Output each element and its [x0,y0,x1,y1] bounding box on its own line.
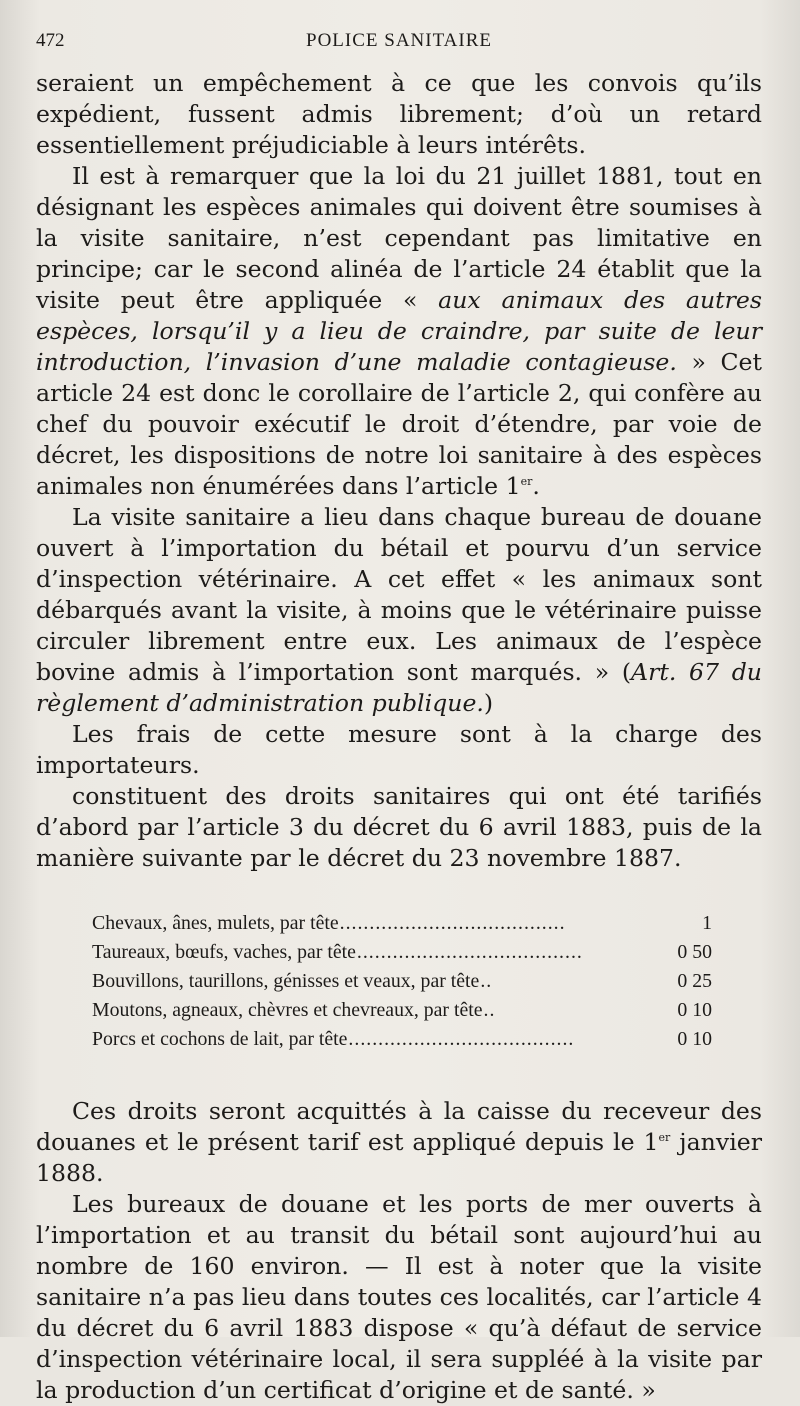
law-paragraph-opening: Il est à remarquer que la loi du 21 juillet 1881, tout en désignant les espèces animales qui doivent être soumises à la visite sanitaire, n’est cependant pas limitative en principe; car le second alinéa de l’article 24 établit que la visite peut être appliquée « [36,162,762,314]
inspection-paragraph [36,502,762,719]
tariff-value: 0 50 [677,941,712,963]
running-head [36,30,762,60]
tariff-item-cattle [92,938,632,967]
tariff-item-horses [92,909,632,938]
tariff-label: Bouvillons, taurillons, génisses et veaux, par tête [92,970,480,992]
tariff-item-sheep-goats [92,996,632,1025]
dot-leaders: .. [480,970,493,992]
customs-offices-paragraph: Les bureaux de douane et les ports de mer ouverts à l’importation et au transit du bétail sont aujourd’hui au nombre de 160 environ. — Il est à noter que la visite sanitaire n’a pas lieu dans toutes ces localités, car l’article 4 du décret du 6 avril 1883 dispose « qu’à défaut de service d’inspection vétérinaire local, il sera suppléé à la visite par la production d’un certificat d’origine et de santé. » [36,1190,762,1404]
page-number: 472 [36,30,65,51]
tariff-value: 0 10 [677,999,712,1021]
article-superscript: er [520,475,533,488]
tariff-row-cattle [92,938,712,967]
duties-paragraph: constituent des droits sanitaires qui ont été tarifiés d’abord par l’article 3 du décret du 6 avril 1883, puis de la manière suivante par le décret du 23 novembre 1887. [36,782,762,872]
tariff-value: 1 [702,912,712,934]
payment-paragraph-text: Ces droits seront acquittés à la caisse du receveur des douanes et le présent tarif est appliqué depuis le 1 [36,1097,762,1156]
dot-leaders: ...................................... [339,912,566,934]
dot-leaders: .. [483,999,496,1021]
payment-paragraph [36,1096,762,1189]
tariff-label: Moutons, agneaux, chèvres et chevreaux, par tête [92,999,483,1021]
tariff-row-young-cattle [92,967,712,996]
running-title: POLICE SANITAIRE [306,30,492,51]
tariff-label: Porcs et cochons de lait, par tête [92,1028,348,1050]
continued-paragraph: seraient un empêchement à ce que les convois qu’ils expédient, fussent admis librement; d’où un retard essentiellement préjudiciable à leurs intérêts. [36,69,762,159]
inspection-paragraph-text: La visite sanitaire a lieu dans chaque bureau de douane ouvert à l’importation du bétail et pourvu d’un service d’inspection vétérinaire. A cet effet « les animaux sont débarqués avant la visite, à moins que le vétérinaire puisse circuler librement entre eux. Les animaux de l’espèce bovine admis à l’importation sont marqués. » ( [36,503,762,686]
tariff-row-horses [92,909,712,938]
tariff-row-pigs [92,1025,712,1054]
payment-paragraph-date: janvier 1888. [36,1128,762,1187]
fees-paragraph: Les frais de cette mesure sont à la charge des importateurs. [36,720,762,779]
closing-parenthesis: ) [483,689,494,717]
tariff-label: Taureaux, bœufs, vaches, par tête [92,941,356,963]
tariff-value: 0 10 [677,1028,712,1050]
tariff-value: 0 25 [677,970,712,992]
dot-leaders: ...................................... [356,941,583,963]
page-body [36,68,762,1406]
law-paragraph [36,161,762,502]
law-paragraph-continuation: » Cet article 24 est donc le corollaire de l’article 2, qui confère au chef du pouvoir exécutif le droit d’étendre, par voie de décret, les dispositions de notre loi sanitaire à des espèces animales non énumérées dans l’article 1 [36,348,762,500]
tariff-item-pigs [92,1025,632,1054]
regulation-reference: Art. 67 du règlement d’administration publique. [36,658,763,717]
dot-leaders: ...................................... [348,1028,575,1050]
date-superscript: er [658,1131,671,1144]
sanitary-tariff-list [92,909,712,1054]
law-quotation: aux animaux des autres espèces, lorsqu’il y a lieu de craindre, par suite de leur introduction, l’invasion d’une maladie contagieuse. [36,286,762,376]
tariff-label: Chevaux, ânes, mulets, par tête [92,912,339,934]
law-paragraph-end: . [532,472,540,500]
tariff-row-sheep-goats [92,996,712,1025]
tariff-item-young-cattle [92,967,632,996]
